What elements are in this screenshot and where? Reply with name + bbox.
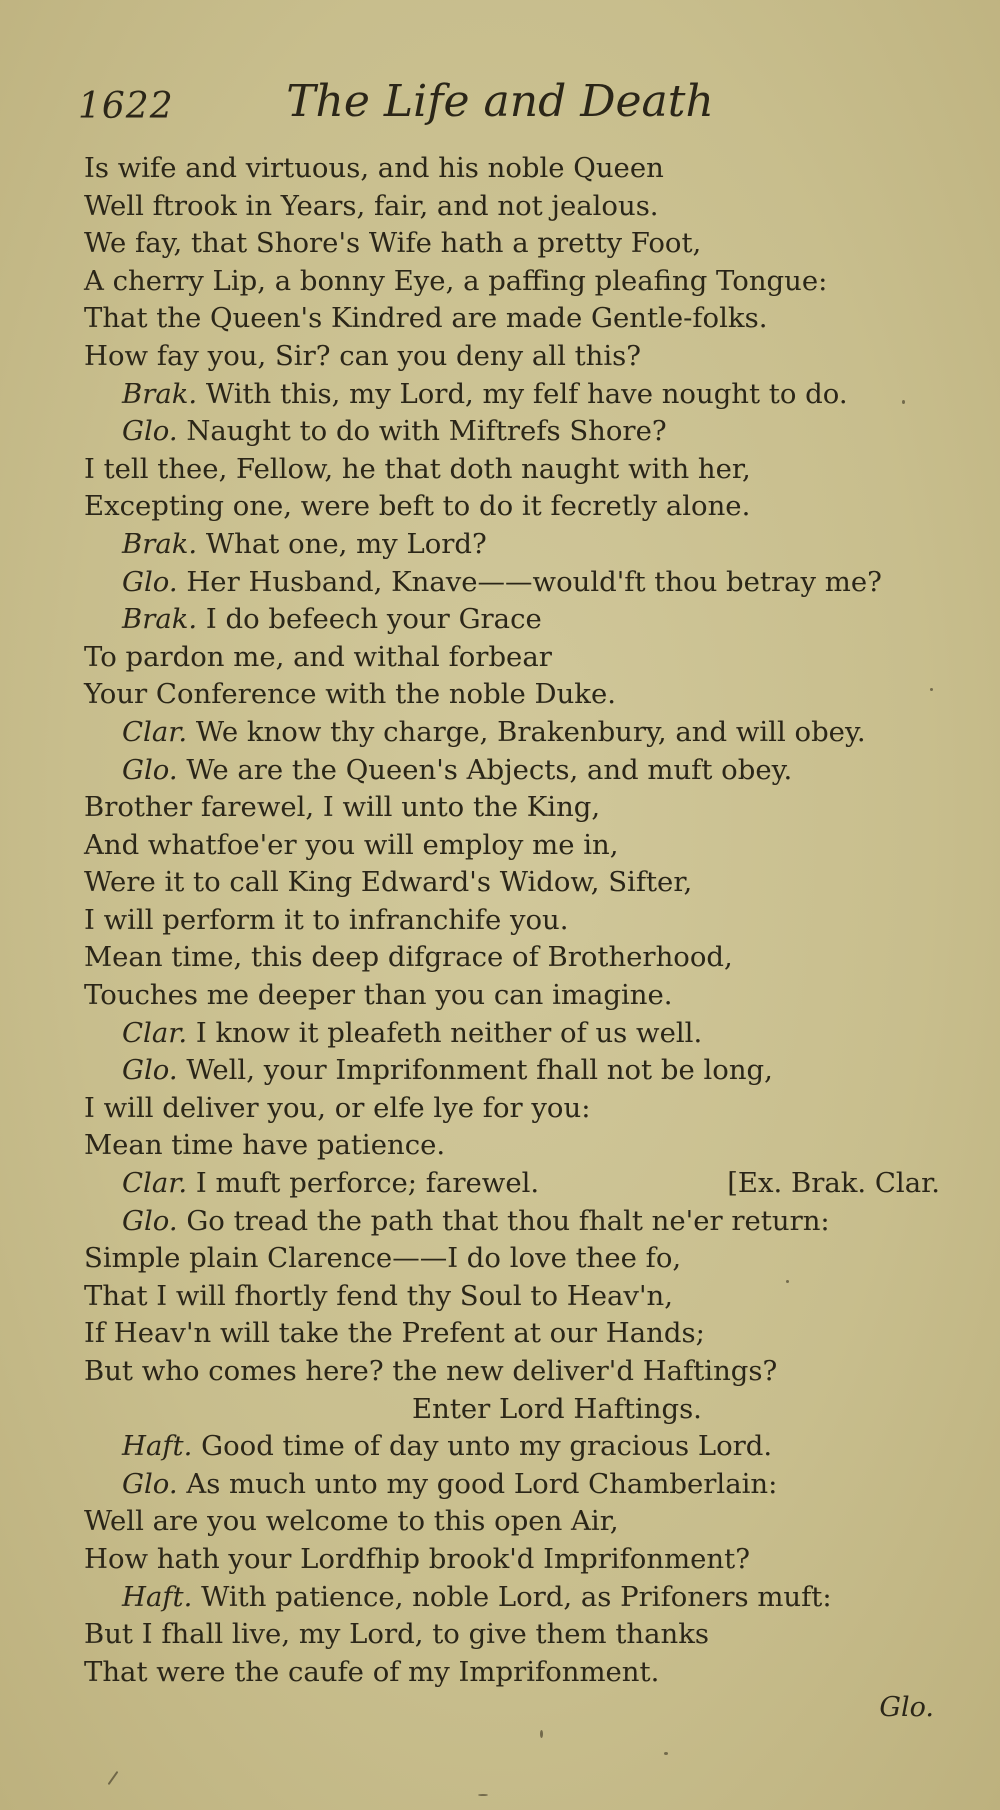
verse-line bbox=[84, 150, 940, 188]
speech-text: Naught to do with Miftrefs Shore? bbox=[186, 415, 667, 448]
speech-line bbox=[84, 1428, 940, 1466]
speaker-name: Glo. bbox=[122, 1204, 178, 1237]
verse-text: Well are you welcome to this open Air, bbox=[84, 1505, 619, 1538]
verse-line bbox=[84, 225, 940, 263]
verse-text: Touches me deeper than you can imagine. bbox=[84, 979, 673, 1012]
verse-line bbox=[84, 488, 940, 526]
verse-text: How fay you, Sir? can you deny all this? bbox=[84, 339, 642, 372]
verse-line bbox=[84, 1654, 940, 1692]
speech-text: What one, my Lord? bbox=[205, 527, 487, 560]
verse-line bbox=[84, 789, 940, 827]
verse-line bbox=[84, 188, 940, 226]
speaker-name: Glo. bbox=[122, 565, 178, 598]
verse-line bbox=[84, 338, 940, 376]
speaker-name: Haft. bbox=[122, 1430, 193, 1463]
verse-text: Mean time have patience. bbox=[84, 1129, 446, 1162]
speaker-name: Haft. bbox=[122, 1580, 193, 1613]
speaker-name: Glo. bbox=[122, 1467, 178, 1500]
verse-line bbox=[84, 1353, 940, 1391]
verse-text: Mean time, this deep difgrace of Brotherhood, bbox=[84, 941, 733, 974]
speaker-name: Glo. bbox=[122, 1054, 178, 1087]
verse-line bbox=[84, 1541, 940, 1579]
paper-speck bbox=[108, 1771, 119, 1785]
speaker-name: Brak. bbox=[122, 377, 198, 410]
speech-line bbox=[84, 1015, 940, 1053]
verse-text: I will perform it to infranchife you. bbox=[84, 903, 569, 936]
verse-line bbox=[84, 827, 940, 865]
verse-text: If Heav'n will take the Prefent at our Hands; bbox=[84, 1317, 705, 1350]
verse-text: To pardon me, and withal forbear bbox=[84, 640, 552, 673]
verse-line bbox=[84, 300, 940, 338]
paper-speck bbox=[478, 1794, 488, 1796]
verse-line bbox=[84, 902, 940, 940]
verse-line bbox=[84, 1090, 940, 1128]
verse-text: Your Conference with the noble Duke. bbox=[84, 678, 616, 711]
speech-text: Her Husband, Knave——would'ft thou betray me? bbox=[186, 565, 882, 598]
paper-speck bbox=[902, 400, 905, 404]
verse-line bbox=[84, 1503, 940, 1541]
verse-line bbox=[84, 451, 940, 489]
verse-text: I will deliver you, or elfe lye for you: bbox=[84, 1091, 591, 1124]
verse-text: We fay, that Shore's Wife hath a pretty Foot, bbox=[84, 227, 702, 260]
speech-text: Good time of day unto my gracious Lord. bbox=[201, 1430, 773, 1463]
stage-direction bbox=[84, 1391, 940, 1429]
speech-line bbox=[84, 714, 940, 752]
speech-text: I muft perforce; farewel. bbox=[195, 1167, 540, 1200]
paper-speck bbox=[540, 1730, 543, 1738]
stage-direction-text: Enter Lord Haftings. bbox=[412, 1392, 702, 1425]
verse-text: Well ftrook in Years, fair, and not jealous. bbox=[84, 189, 659, 222]
verse-line bbox=[84, 977, 940, 1015]
running-title: The Life and Death bbox=[286, 76, 714, 127]
verse-line bbox=[84, 676, 940, 714]
verse-line bbox=[84, 1240, 940, 1278]
verse-line bbox=[84, 1127, 940, 1165]
speech-text: Well, your Imprifonment fhall not be long, bbox=[186, 1054, 773, 1087]
speech-line bbox=[84, 1165, 940, 1203]
speech-line bbox=[84, 413, 940, 451]
paper-speck bbox=[930, 688, 933, 691]
speech-text: As much unto my good Lord Chamberlain: bbox=[186, 1467, 778, 1500]
speech-text: With this, my Lord, my felf have nought to do. bbox=[205, 377, 848, 410]
verse-text: But who comes here? the new deliver'd Haftings? bbox=[84, 1355, 778, 1387]
verse-text: A cherry Lip, a bonny Eye, a paffing pleafing Tongue: bbox=[84, 264, 828, 297]
verse-line bbox=[84, 639, 940, 677]
speaker-name: Glo. bbox=[122, 415, 178, 448]
speech-text: I know it pleafeth neither of us well. bbox=[195, 1016, 703, 1049]
speech-line bbox=[84, 601, 940, 639]
verse-text: Is wife and virtuous, and his noble Queen bbox=[84, 152, 664, 184]
speech-text: I do befeech your Grace bbox=[205, 603, 542, 636]
page-header bbox=[0, 76, 1000, 136]
verse-text: Excepting one, were beft to do it fecretly alone. bbox=[84, 490, 751, 523]
speech-text: Go tread the path that thou fhalt ne'er return: bbox=[186, 1204, 830, 1237]
speech-line bbox=[84, 376, 940, 414]
verse-text: Brother farewel, I will unto the King, bbox=[84, 791, 601, 824]
speaker-name: Glo. bbox=[122, 753, 178, 786]
verse-text: That the Queen's Kindred are made Gentle-folks. bbox=[84, 302, 768, 335]
verse-text: And whatfoe'er you will employ me in, bbox=[84, 828, 619, 861]
speech-line bbox=[84, 526, 940, 564]
speaker-name: Brak. bbox=[122, 527, 198, 560]
speaker-name: Brak. bbox=[122, 603, 198, 636]
verse-text: But I fhall live, my Lord, to give them thanks bbox=[84, 1618, 710, 1651]
verse-text: That I will fhortly fend thy Soul to Heav'n, bbox=[84, 1279, 673, 1312]
verse-line bbox=[84, 1616, 940, 1654]
speech-line bbox=[84, 1052, 940, 1090]
speech-line bbox=[84, 752, 940, 790]
paper-speck bbox=[664, 1752, 668, 1755]
page-number: 1622 bbox=[78, 86, 174, 127]
paper-speck bbox=[786, 1280, 789, 1283]
speaker-name: Clar. bbox=[122, 1016, 188, 1049]
speech-text: We are the Queen's Abjects, and muft obey. bbox=[186, 753, 793, 786]
verse-line bbox=[84, 864, 940, 902]
verse-line bbox=[84, 263, 940, 301]
speech-text: With patience, noble Lord, as Prifoners muft: bbox=[201, 1580, 832, 1613]
catchword: Glo. bbox=[879, 1692, 934, 1723]
speech-line bbox=[84, 564, 940, 602]
verse-line bbox=[84, 1278, 940, 1316]
verse-text: Simple plain Clarence——I do love thee fo, bbox=[84, 1242, 682, 1275]
speech-text: We know thy charge, Brakenbury, and will obey. bbox=[195, 715, 866, 748]
verse-text: I tell thee, Fellow, he that doth naught with her, bbox=[84, 452, 751, 485]
speaker-name: Clar. bbox=[122, 715, 188, 748]
verse-text: That were the caufe of my Imprifonment. bbox=[84, 1655, 660, 1688]
exit-stage-direction: [Ex. Brak. Clar. bbox=[727, 1167, 940, 1200]
speaker-name: Clar. bbox=[122, 1167, 188, 1200]
verse-text: Were it to call King Edward's Widow, Sifter, bbox=[84, 866, 693, 899]
speech-line bbox=[84, 1203, 940, 1241]
verse-line bbox=[84, 939, 940, 977]
speech-line bbox=[84, 1579, 940, 1617]
play-text bbox=[84, 150, 940, 1691]
speech-line bbox=[84, 1466, 940, 1504]
verse-line bbox=[84, 1315, 940, 1353]
verse-text: How hath your Lordfhip brook'd Imprifonment? bbox=[84, 1542, 750, 1575]
